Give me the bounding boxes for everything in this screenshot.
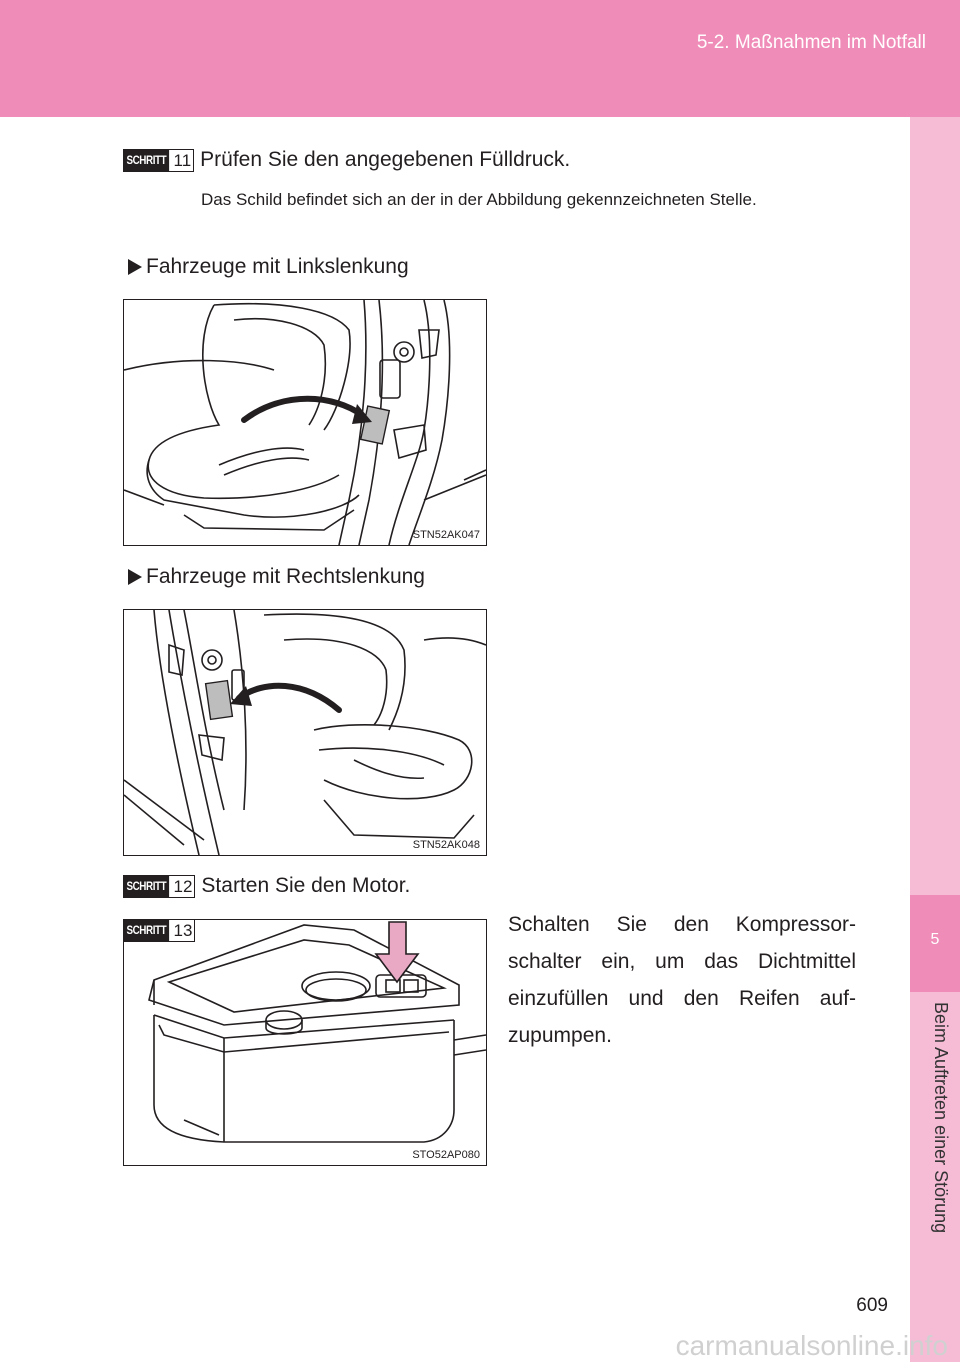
seat-door-illustration bbox=[124, 300, 486, 545]
figure-code: STN52AK047 bbox=[412, 529, 480, 541]
figure-compressor-switch bbox=[123, 919, 487, 1166]
step-13-text: Schalten Sie den Kompressor-schalter ein, um das Dichtmittel einzufüllen und den Reifen auf-zupumpen. bbox=[508, 913, 856, 1047]
chapter-title: Beim Auftreten einer Störung bbox=[931, 1002, 951, 1234]
triangle-bullet-icon bbox=[128, 259, 142, 275]
step-12 bbox=[123, 874, 410, 898]
chapter-side-tab bbox=[910, 117, 960, 1362]
watermark: carmanualsonline.info bbox=[675, 1330, 948, 1361]
note-text: Das Schild befindet sich an der in der Abbildung gekennzeichneten Stelle. bbox=[201, 190, 757, 209]
step-text: Starten Sie den Motor. bbox=[201, 874, 411, 897]
compressor-illustration bbox=[124, 920, 486, 1165]
figure-lhd-label-location bbox=[123, 299, 487, 546]
section-title: 5-2. Maßnahmen im Notfall bbox=[696, 32, 926, 53]
step-11 bbox=[123, 148, 570, 172]
page-header bbox=[0, 0, 960, 117]
figure-code: STO52AP080 bbox=[412, 1149, 480, 1161]
page-number: 609 bbox=[856, 1295, 888, 1316]
figure-rhd-label-location bbox=[123, 609, 487, 856]
seat-door-illustration bbox=[124, 610, 486, 855]
variant-heading-rhd: Fahrzeuge mit Rechtslenkung bbox=[128, 565, 425, 589]
step-text: Prüfen Sie den angegebenen Fülldruck. bbox=[200, 148, 571, 171]
figure-code: STN52AK048 bbox=[412, 839, 480, 851]
triangle-bullet-icon bbox=[128, 569, 142, 585]
step-badge: SCHRITT 12 bbox=[123, 875, 195, 898]
chapter-number: 5 bbox=[910, 895, 960, 992]
step-13 bbox=[124, 920, 195, 942]
variant-heading-lhd: Fahrzeuge mit Linkslenkung bbox=[128, 255, 409, 279]
step-badge: SCHRITT 11 bbox=[123, 149, 194, 172]
step-badge: SCHRITT 13 bbox=[124, 920, 195, 942]
